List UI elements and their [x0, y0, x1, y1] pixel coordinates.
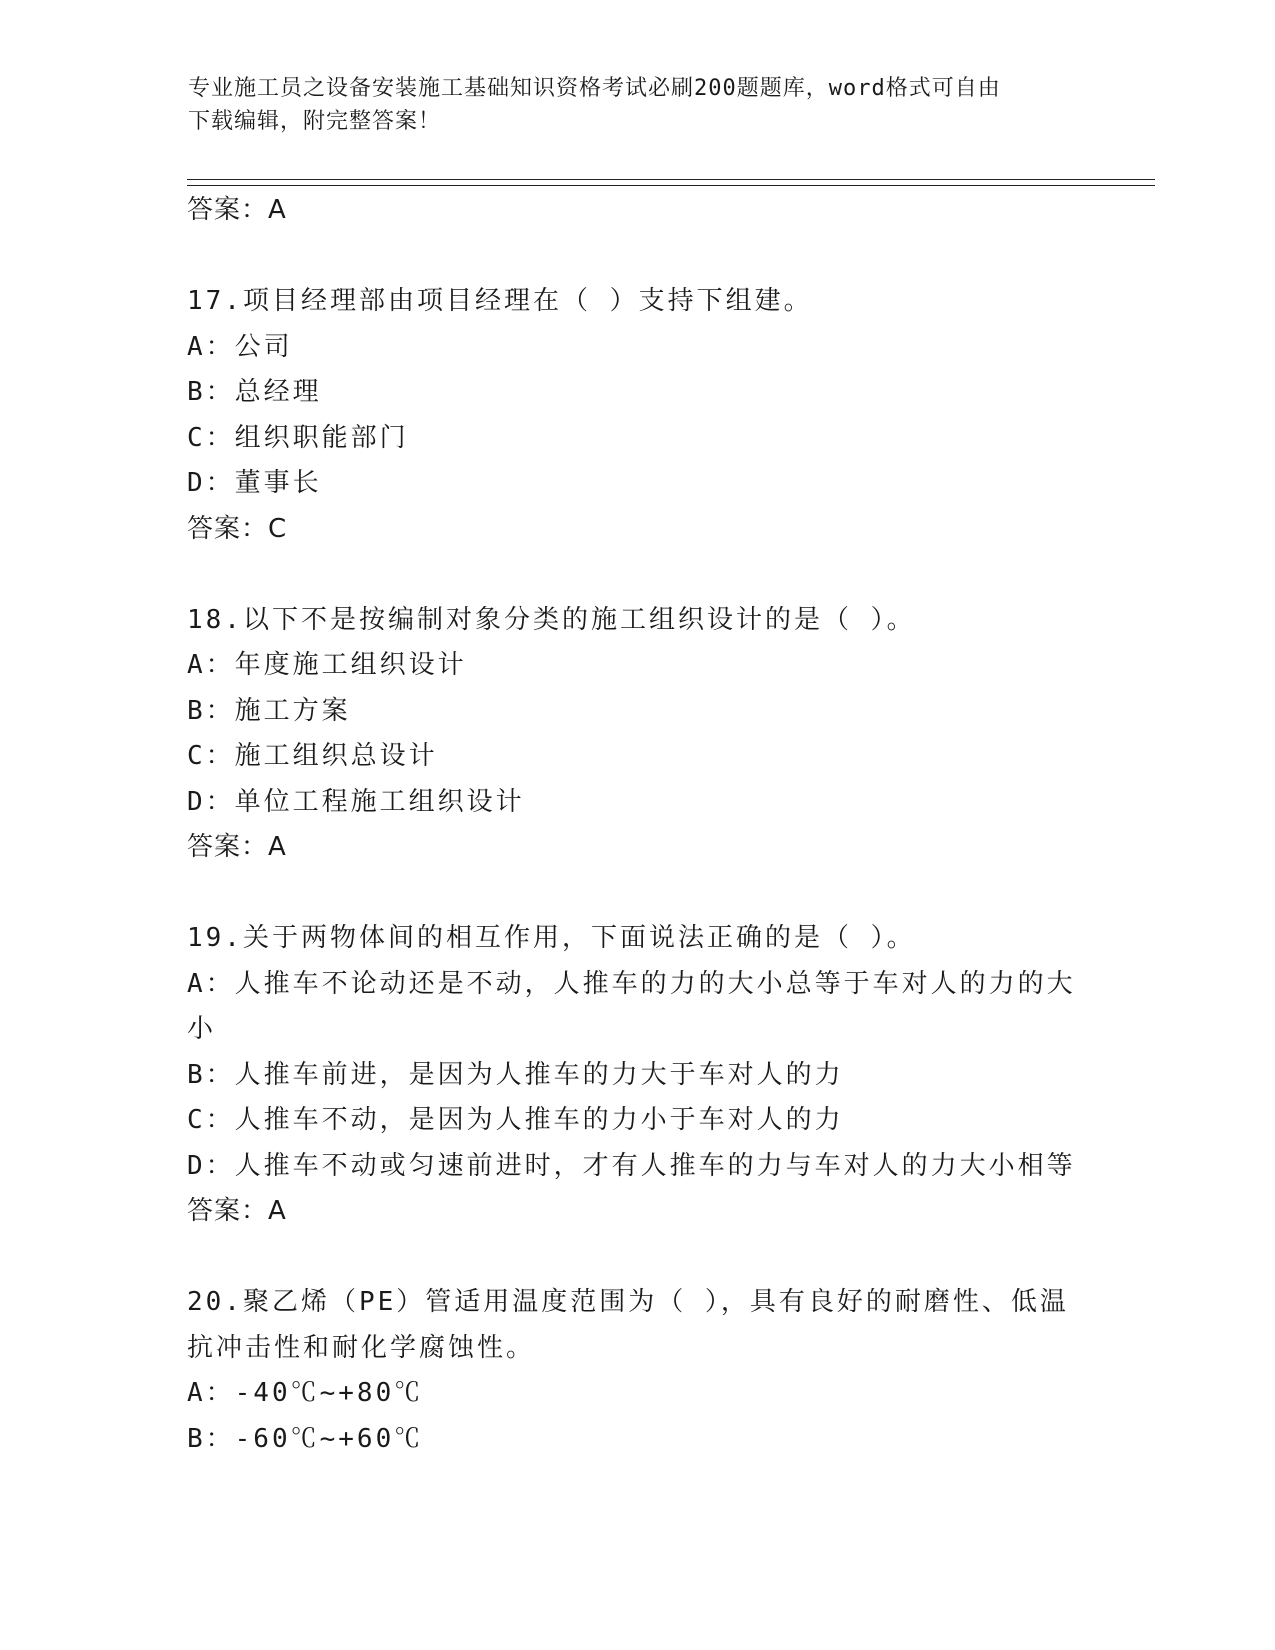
option-d: D：单位工程施工组织设计 — [187, 786, 525, 817]
answer-line: 答案：A — [187, 832, 287, 862]
answer-line: 答案：A — [187, 195, 287, 225]
option-a: A：年度施工组织设计 — [187, 650, 467, 680]
header-double-rule — [187, 179, 1155, 186]
option-d: D：人推车不动或匀速前进时，才有人推车的力与车对人的力大小相等 — [187, 1150, 1076, 1181]
spacer — [187, 871, 1087, 917]
header-line-2: 下载编辑，附完整答案！ — [188, 109, 442, 134]
spacer — [187, 552, 1087, 598]
option-a: A：人推车不论动还是不动，人推车的力的大小总等于车对人的力的大 — [187, 968, 1076, 999]
option-b: B：施工方案 — [187, 695, 351, 726]
option-d: D：董事长 — [187, 468, 322, 498]
option-b: B：人推车前进，是因为人推车的力大于车对人的力 — [187, 1059, 844, 1090]
page-header — [188, 72, 1088, 138]
option-c: C：人推车不动，是因为人推车的力小于车对人的力 — [187, 1105, 844, 1135]
question-stem: 17.项目经理部由项目经理在（ ）支持下组建。 — [187, 286, 813, 316]
spacer — [187, 1235, 1087, 1281]
question-stem-continued: 抗冲击性和耐化学腐蚀性。 — [187, 1332, 536, 1363]
option-a-continued: 小 — [187, 1014, 217, 1044]
question-stem: 19.关于两物体间的相互作用，下面说法正确的是（ ）。 — [187, 923, 916, 953]
question-content — [187, 188, 1087, 1462]
answer-line: 答案：A — [187, 1196, 287, 1226]
option-b: B：-60℃~+60℃ — [187, 1423, 424, 1454]
option-a: A：公司 — [187, 331, 293, 362]
option-c: C：施工组织总设计 — [187, 741, 438, 771]
answer-line: 答案：C — [187, 513, 288, 544]
option-a: A：-40℃~+80℃ — [187, 1378, 424, 1408]
question-stem: 18.以下不是按编制对象分类的施工组织设计的是（ ）。 — [187, 604, 916, 635]
question-stem: 20.聚乙烯（PE）管适用温度范围为（ ），具有良好的耐磨性、低温 — [187, 1287, 1069, 1317]
spacer — [187, 234, 1087, 280]
option-b: B：总经理 — [187, 377, 322, 407]
option-c: C：组织职能部门 — [187, 422, 409, 453]
header-line-1: 专业施工员之设备安装施工基础知识资格考试必刷200题题库，word格式可自由 — [188, 76, 1001, 101]
